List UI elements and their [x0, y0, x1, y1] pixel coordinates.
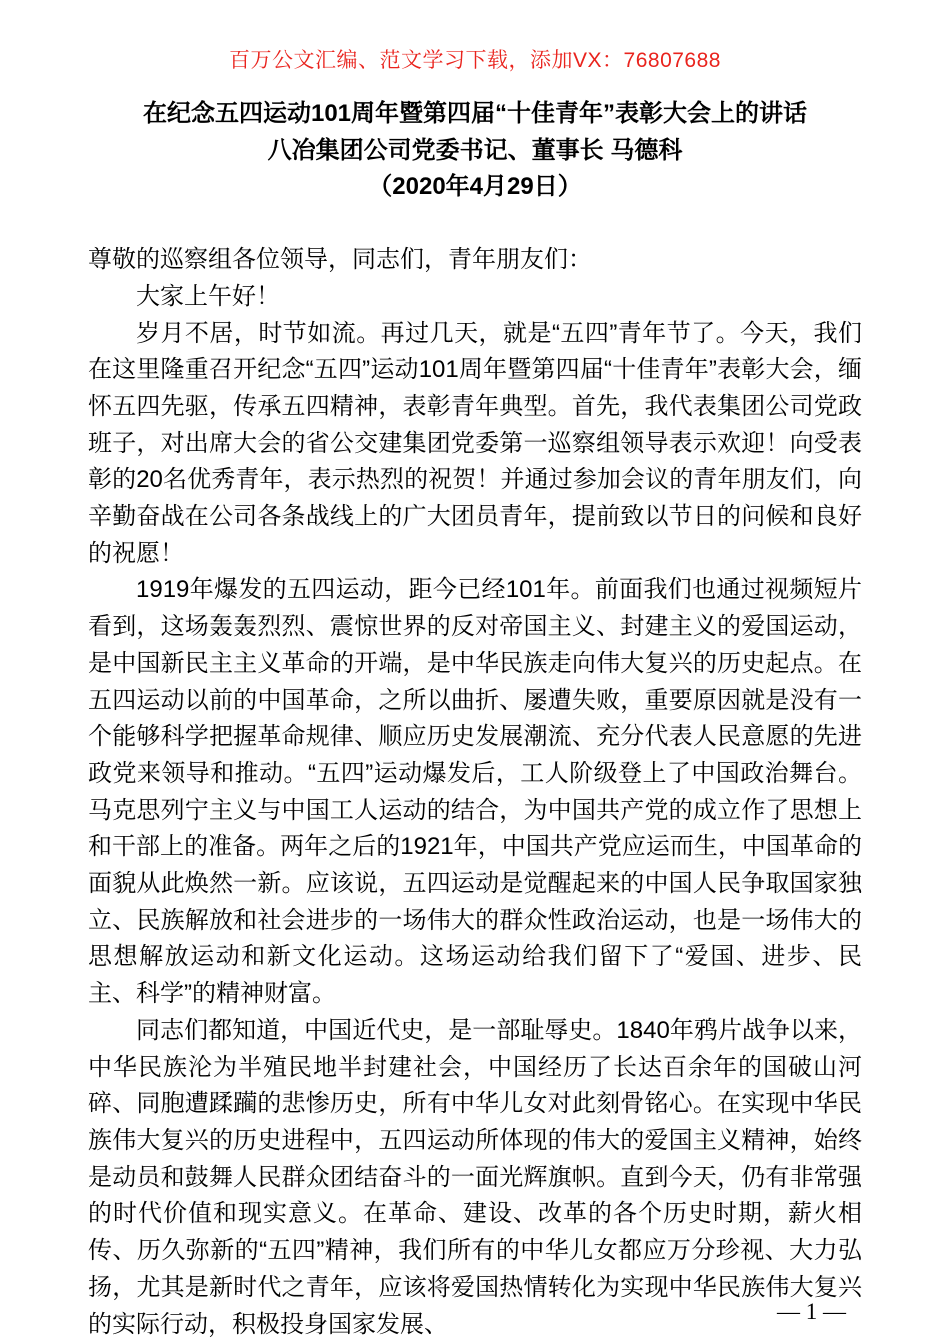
salutation: 尊敬的巡察组各位领导，同志们，青年朋友们： [88, 246, 592, 274]
speech-body [88, 242, 862, 1343]
paragraph: 1919年爆发的五四运动，距今已经101年。前面我们也通过视频短片看到，这场轰轰烈烈、震惊世界的反对帝国主义、封建主义的爱国运动，是中国新民主主义革命的开端，是中华民族走向伟大复兴的历史起点。在五四运动以前的中国革命，之所以曲折、屡遭失败，重要原因就是没有一个能够科学把握革命规律、顺应历史发展潮流、充分代表人民意愿的先进政党来领导和推动。“五四”运动爆发后，工人阶级登上了中国政治舞台。马克思列宁主义与中国工人运动的结合，为中国共产党的成立作了思想上和干部上的准备。两年之后的1921年，中国共产党应运而生，中国革命的面貌从此焕然一新。应该说，五四运动是觉醒起来的中国人民争取国家独立、民族解放和社会进步的一场伟大的群众性政治运动，也是一场伟大的思想解放运动和新文化运动。这场运动给我们留下了“爱国、进步、民主、科学”的精神财富。 [88, 576, 862, 1008]
speech-title: 在纪念五四运动101周年暨第四届“十佳青年”表彰大会上的讲话 [142, 100, 808, 127]
promo-banner: 百万公文汇编、范文学习下载，添加VX：76807688 [229, 49, 721, 72]
paragraph: 岁月不居，时节如流。再过几天，就是“五四”青年节了。今天，我们在这里隆重召开纪念“五四”运动101周年暨第四届“十佳青年”表彰大会，缅怀五四先驱，传承五四精神，表彰青年典型。首先，我代表集团公司党政班子，对出席大会的省公交建集团党委第一巡察组领导表示欢迎！向受表彰的20名优秀青年，表示热烈的祝贺！并通过参加会议的青年朋友们，向辛勤奋战在公司各条战线上的广大团员青年，提前致以节日的问候和良好的祝愿！ [88, 319, 862, 567]
paragraph: 同志们都知道，中国近代史，是一部耻辱史。1840年鸦片战争以来，中华民族沦为半殖民地半封建社会，中国经历了长达百余年的国破山河碎、同胞遭蹂躏的悲惨历史，所有中华儿女对此刻骨铭心。在实现中华民族伟大复兴的历史进程中，五四运动所体现的伟大的爱国主义精神，始终是动员和鼓舞人民群众团结奋斗的一面光辉旗帜。直到今天，仍有非常强的时代价值和现实意义。在革命、建设、改革的各个历史时期，薪火相传、历久弥新的“五四”精神，我们所有的中华儿女都应万分珍视、大力弘扬，尤其是新时代之青年，应该将爱国热情转化为实现中华民族伟大复兴的实际行动，积极投身国家发展、 [88, 1016, 862, 1338]
title-block [88, 96, 862, 206]
paragraph-greeting: 大家上午好！ [136, 282, 280, 310]
speech-author: 八冶集团公司党委书记、董事长 马德科 [267, 136, 683, 164]
page-number: — 1 — [777, 1299, 846, 1324]
speech-date: （2020年4月29日） [368, 173, 582, 201]
